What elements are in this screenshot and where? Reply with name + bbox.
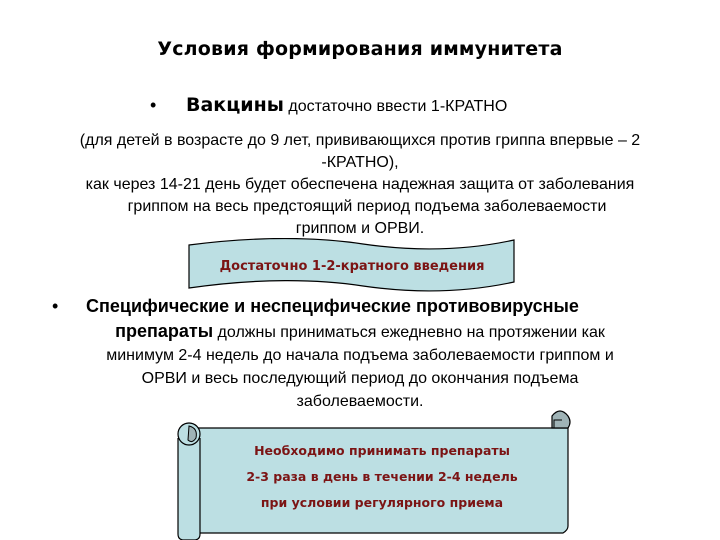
bullet-text-vaccines: достаточно ввести 1-КРАТНО [283,98,508,115]
scroll-line: 2-3 раза в день в течении 2-4 недель [246,469,518,484]
bullet-heading-antivirals-cont: препараты [115,321,214,341]
wave-banner [188,238,516,294]
paragraph-line: ОРВИ и весь последующий период до окончания подъема [141,370,579,387]
scroll-line: при условии регулярного приема [260,495,504,510]
scroll-text [202,438,562,516]
paragraph-text: должны приниматься ежедневно на протяжении как [213,324,605,341]
bullet-heading-vaccines: Вакцины [186,94,284,116]
antivirals-paragraph [0,320,720,413]
bullet-marker: • [150,95,157,115]
bullet-marker: • [52,296,59,316]
bullet-vaccines [150,94,507,116]
paragraph-line: гриппом на весь предстоящий период подъема заболеваемости [127,198,607,215]
paragraph-line: гриппом и ОРВИ. [295,220,425,237]
vaccine-paragraph [0,130,720,240]
bullet-heading-antivirals: Специфические и неспецифические противовирусные [86,296,579,316]
paragraph-line [0,320,720,344]
banner-text: Достаточно 1-2-кратного введения [219,259,485,274]
paragraph-line: как через 14-21 день будет обеспечена надежная защита от заболевания [85,176,635,193]
paragraph-line: минимум 2-4 недель до начала подъема заболеваемости гриппом и [106,347,614,364]
scroll-banner [172,408,584,540]
paragraph-line: заболеваемости. [296,393,424,410]
slide-title: Условия формирования иммунитета [157,38,563,60]
paragraph-line: (для детей в возрасте до 9 лет, прививающихся против гриппа впервые – 2 [79,132,641,149]
paragraph-line: -КРАТНО), [321,154,399,171]
scroll-line: Необходимо принимать препараты [254,443,510,458]
